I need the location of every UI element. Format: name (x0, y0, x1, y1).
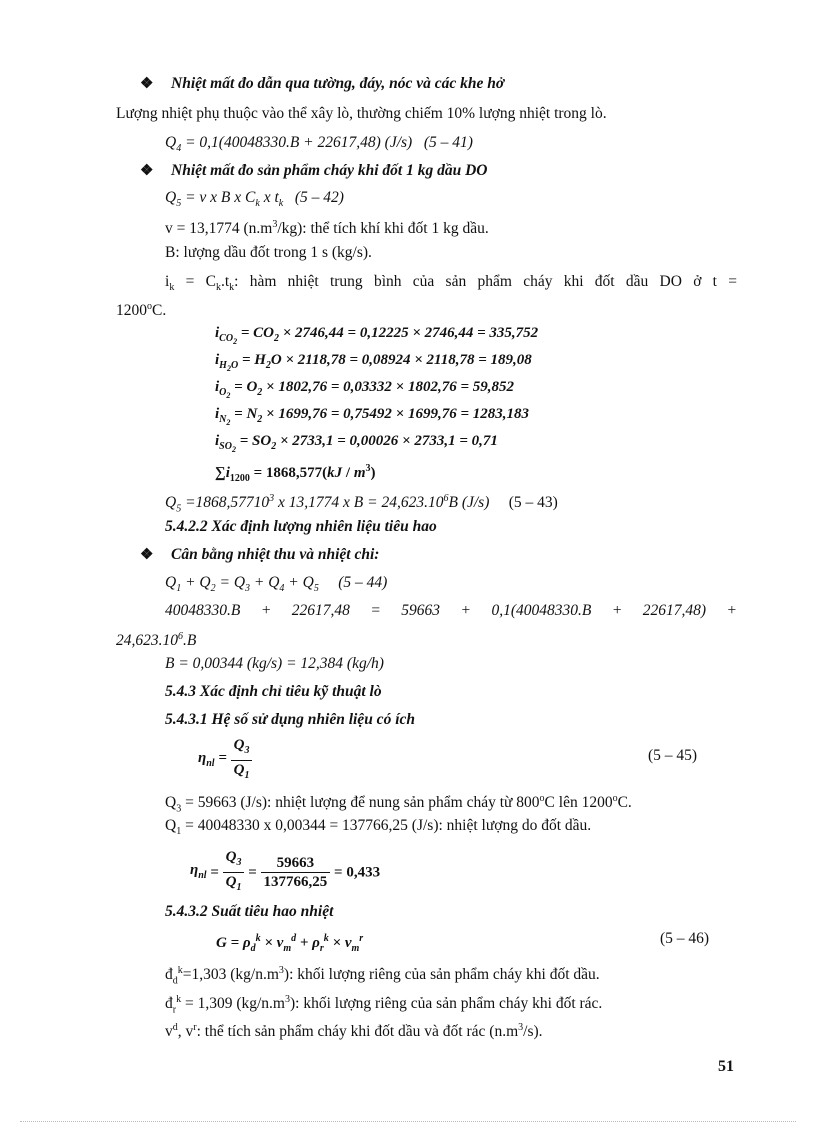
enthalpy-co2: $i_{CO_2} = CO_2 \times 2746,44 = 0,12225 \times 2746,44 = 335,752$ (215, 325, 539, 346)
section-5422: 5.4.2.2 Xác định lượng nhiên liệu tiêu hao (165, 518, 437, 535)
diamond-bullet-icon: ❖ (140, 547, 154, 563)
para-walls: Lượng nhiệt phụ thuộc vào thể xây lò, thường chiếm 10% lượng nhiệt trong lò. (116, 105, 607, 122)
heading-heat-loss-walls: Nhiệt mất đo dẫn qua tường, đáy, nóc và các khe hở (171, 75, 505, 92)
enthalpy-n2: $i_{N_2} = N_2 \times 1699,76 = 0,75492 \times 1699,76 = 1283,183$ (215, 406, 529, 427)
def-v: v = 13,1774 $(n.m^3/kg)$: thể tích khí khi đốt 1 kg dầu. (165, 219, 489, 238)
def-q1: $Q_1 = 40048330$ x 0,00344 = 137766,25 (J/s): nhiệt lượng do đốt dầu. (165, 817, 592, 838)
section-5432: 5.4.3.2 Suất tiêu hao nhiệt (165, 903, 334, 920)
enthalpy-sum: $\sum i_{1200} = 1868,577(kJ / m^3)$ (215, 463, 376, 484)
def-v-dr: $v^d$, $v^r$: thể tích sản phẩm cháy khi đốt dầu và đốt rác $(n.m^3/s)$. (165, 1022, 543, 1041)
eq-balance-sub-line1: 40048330.B + 22617,48 = 59663 + 0,1(40048330.B + 22617,48) + (165, 602, 737, 619)
heading-heat-loss-combustion: Nhiệt mất đo sản phẩm cháy khi đốt 1 kg dầu DO (171, 162, 488, 179)
section-5431: 5.4.3.1 Hệ số sử dụng nhiên liệu có ích (165, 711, 415, 728)
def-ik-line2: 1200$^o$C. (116, 301, 167, 320)
eq-g-label: (5 – 46) (660, 930, 710, 947)
def-b: B: lượng dầu đốt trong 1 s (kg/s). (165, 244, 372, 261)
eq-eta-calc: $\eta_{nl}$ = $\frac{Q_3}{Q_1}$ = $\frac{59663}{137766,25}$ = 0,433 (190, 849, 381, 893)
enthalpy-o2: $i_{O_2} = O_2 \times 1802,76 = 0,03332 \times 1802,76 = 59,852$ (215, 379, 514, 400)
eq-q5: $Q_5 = v$ x B x $C_k$ x $t_k$ (5 – 42) (165, 189, 344, 210)
eq-balance: $Q_1 + Q_2 = Q_3 + Q_4 + Q_5$ (5 – 44) (165, 574, 388, 595)
heading-balance: Cân bằng nhiệt thu và nhiệt chi: (171, 546, 380, 563)
page-bottom-divider (20, 1121, 796, 1122)
eq-balance-sub-line2: 24,623.10$^6$.B (116, 631, 197, 650)
eq-g: $G = \rho_d^k \times v_m^d + \rho_r^k \times v_m^r$ (216, 933, 364, 954)
section-543: 5.4.3 Xác định chỉ tiêu kỹ thuật lò (165, 683, 382, 700)
eq-eta: $\eta_{nl}$ = $\frac{Q_3}{Q_1}$ (198, 736, 252, 785)
def-rho-d: $đ_d^k=1,303$ $(kg/n.m^3)$: khối lượng riêng của sản phẩm cháy khi đốt dầu. (165, 965, 600, 987)
enthalpy-so2: $i_{SO_2} = SO_2 \times 2733,1 = 0,00026 \times 2733,1 = 0,71$ (215, 433, 498, 454)
page-number: 51 (718, 1058, 734, 1075)
def-ik-line1: $i_k = C_k.t_k$: hàm nhiệt trung bình của sản phẩm cháy khi đốt dầu DO ở t = (165, 273, 737, 294)
eq-eta-label: (5 – 45) (648, 747, 698, 764)
diamond-bullet-icon: ❖ (140, 163, 154, 179)
def-rho-r: $đ_r^k = 1,309$ $(kg/n.m^3)$: khối lượng riêng của sản phẩm cháy khi đốt rác. (165, 994, 603, 1016)
eq-q4: $Q_4 = 0,1(40048330.B + 22617,48)$ (J/s) (5 – 41) (165, 134, 473, 155)
enthalpy-h2o: $i_{H_2O} = H_2O \times 2118,78 = 0,08924 \times 2118,78 = 189,08$ (215, 352, 532, 373)
diamond-bullet-icon: ❖ (140, 76, 154, 92)
eq-b-result: B = 0,00344 (kg/s) = 12,384 (kg/h) (165, 655, 384, 672)
eq-q5-value: $Q_5 =1868,57710^3$ x 13,1774 x $B = 24,623.10^6B$ (J/s) (5 – 43) (165, 493, 558, 515)
def-q3: $Q_3 = 59663$ (J/s): nhiệt lượng để nung sản phẩm cháy từ 800$^o$C lên 1200$^o$C. (165, 793, 632, 815)
